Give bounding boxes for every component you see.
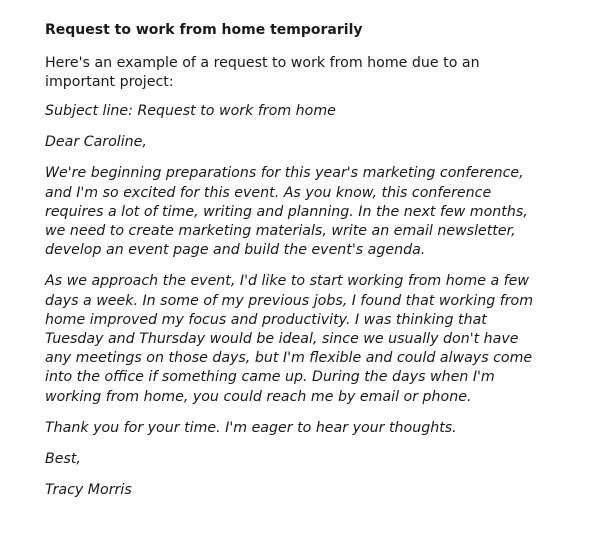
paragraph-line: any meetings on those days, but I'm flexible and could always come: [45, 350, 533, 367]
paragraph-line: Tuesday and Thursday would be ideal, since we usually don't have: [45, 331, 519, 348]
paragraph-line: we need to create marketing materials, write an email newsletter,: [45, 223, 516, 240]
signoff-text: Best,: [45, 451, 81, 468]
signature-text: Tracy Morris: [45, 482, 132, 499]
paragraph-line: and I'm so excited for this event. As you know, this conference: [45, 184, 492, 201]
signoff: [45, 450, 555, 469]
paragraph-line: requires a lot of time, writing and planning. In the next few months,: [45, 203, 528, 220]
intro-line: important project:: [45, 74, 174, 90]
paragraph-line: As we approach the event, I'd like to start working from home a few: [45, 273, 530, 290]
paragraph-line: working from home, you could reach me by email or phone.: [45, 388, 472, 405]
paragraph-line: into the office if something came up. During the days when I'm: [45, 369, 495, 386]
letter-document: [45, 20, 555, 512]
signature: [45, 481, 555, 500]
subject-line: [45, 102, 555, 121]
subject-line-text: Subject line: Request to work from home: [45, 103, 336, 119]
closing-line-text: Thank you for your time. I'm eager to hear your thoughts.: [45, 419, 457, 436]
paragraph-line: days a week. In some of my previous jobs, I found that working from: [45, 292, 534, 309]
salutation: [45, 133, 555, 152]
letter-paragraph-2: [45, 272, 555, 406]
intro-text: [45, 54, 555, 92]
letter-paragraph-1: [45, 164, 555, 260]
paragraph-line: home improved my focus and productivity. I was thinking that: [45, 311, 487, 328]
salutation-text: Dear Caroline,: [45, 134, 147, 151]
document-title: Request to work from home temporarily: [45, 22, 363, 38]
paragraph-line: We're beginning preparations for this year's marketing conference,: [45, 165, 524, 182]
intro-line: Here's an example of a request to work from home due to an: [45, 55, 480, 71]
paragraph-line: develop an event page and build the event's agenda.: [45, 242, 426, 259]
closing-line: [45, 419, 555, 438]
